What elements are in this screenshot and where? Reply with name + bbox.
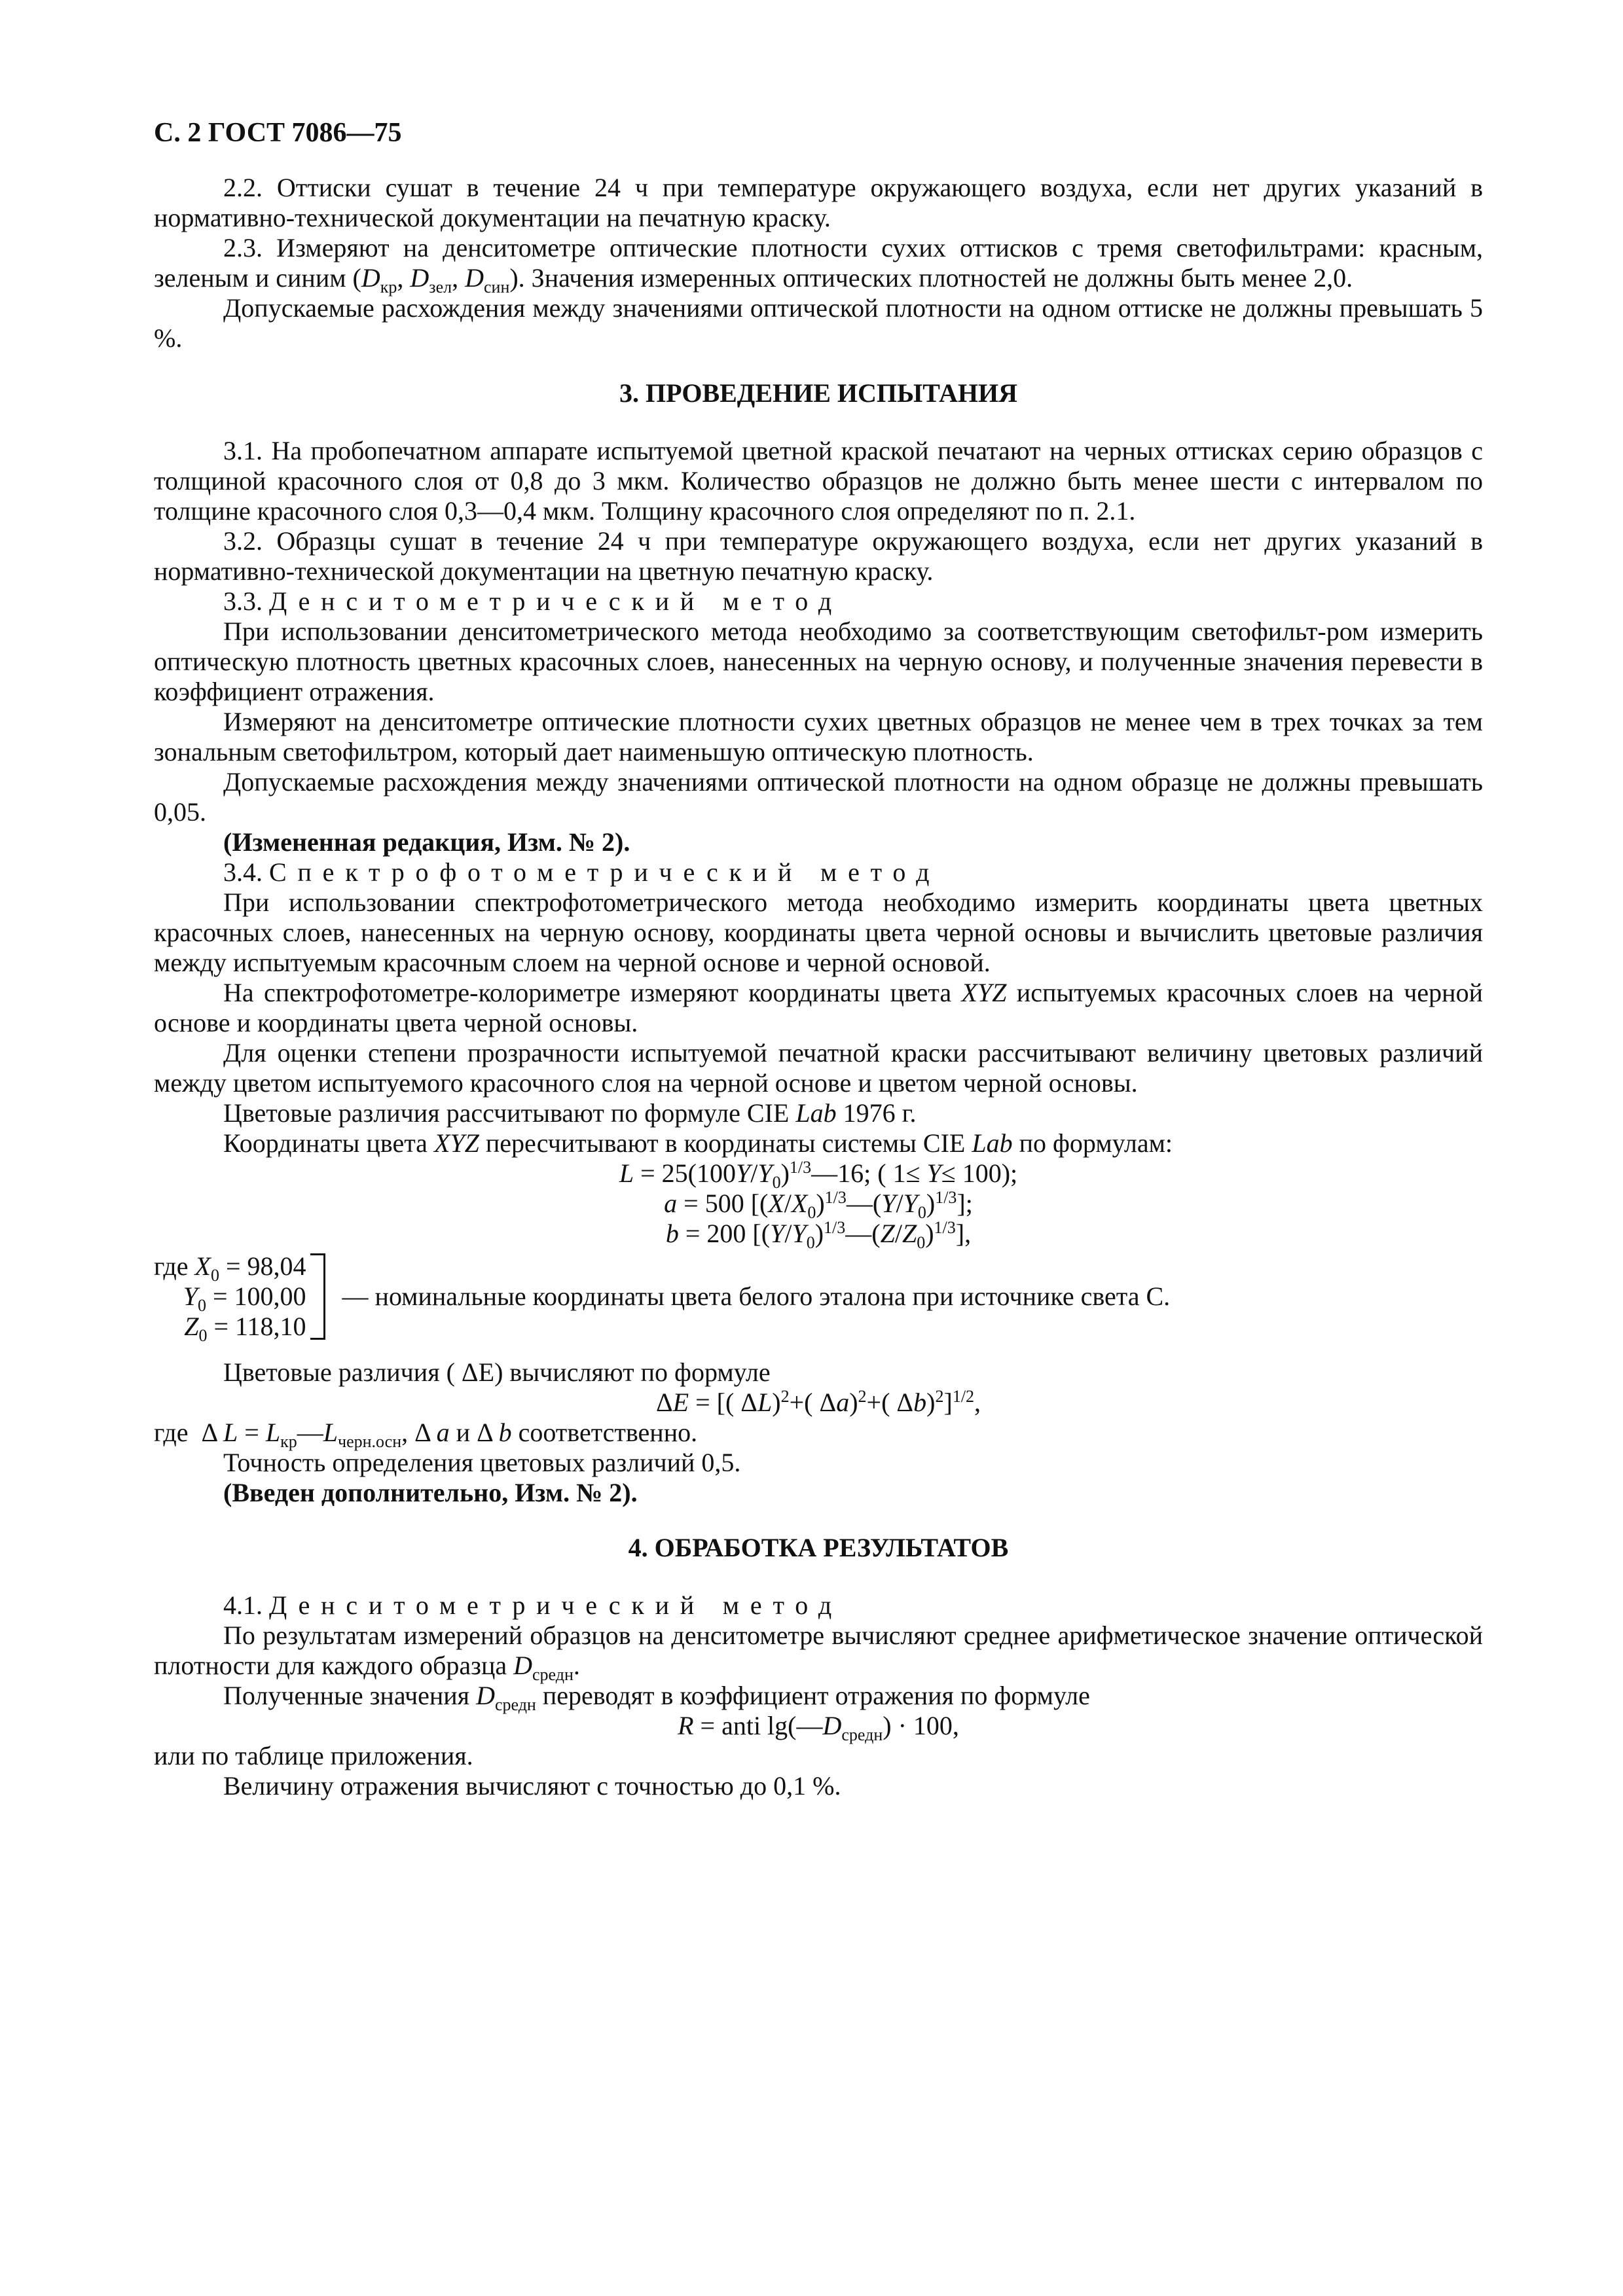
paragraph-3-4-c: Для оценки степени прозрачности испытуемой печатной краски рассчитывают величину цветовых различий между цветом испытуемого красочного слоя на черной основе и цветом черной основы. [154, 1038, 1483, 1098]
accuracy-note: Точность определения цветовых различий 0,5. [223, 1448, 741, 1477]
white-z0: $Z_0 = 118,10$ [184, 1312, 306, 1345]
formula-b: b = 200 $[(Y/Y_0)^{1/3}—(Z/Z_0)^{1/3}]$, [665, 1218, 972, 1252]
formula-R: R = anti $\lg(—D_{средн}) \cdot 100$, [678, 1711, 959, 1744]
amendment-note-2: (Введен дополнительно, Изм. № 2). [223, 1478, 638, 1507]
paragraph-3-4-d: Цветовые различия рассчитывают по формуле CIE Lab 1976 г. [223, 1098, 917, 1128]
brace [310, 1253, 325, 1340]
formula-delta-e: ΔE = [( ΔL)$^2$+( Δa)$^2$+( Δb)$^2$]$^{1/2}$, [655, 1387, 981, 1417]
white-x0: где $X_0 = 98,04$ [154, 1251, 306, 1285]
paragraph-3-3-a: При использовании денситометрического метода необходимо за соответствующим светофильт-ром измерить оптическую плотность цветных красочных слоев, нанесенных на черную основу, и полученные значения перевести в коэффициент отражения. [154, 617, 1483, 706]
section-4-title: 4. ОБРАБОТКА РЕЗУЛЬТАТОВ [628, 1533, 1009, 1562]
paragraph-2-3-tolerance: Допускаемые расхождения между значениями оптической плотности на одном оттиске не должны превышать 5 %. [154, 293, 1483, 353]
paragraph-4-1-heading: 4.1. Денситометрический метод [223, 1590, 843, 1620]
paragraph-2-3: 2.3. Измеряют на денситометре оптические плотности сухих оттисков с тремя светофильтрами: красным, зеленым и синим ($D_{кр}$, $D_{зел}$, $D_{син}$). Значения измеренных оптических плотностей не должны быть менее 2,0. [154, 233, 1483, 296]
paragraph-2-2: 2.2. Оттиски сушат в течение 24 ч при температуре окружающего воздуха, если нет других указаний в нормативно-технической документации на печатную краску. [154, 173, 1483, 232]
paragraph-3-1: 3.1. На пробопечатном аппарате испытуемой цветной краской печатают на черных оттисках серию образцов с толщиной красочного слоя от 0,8 до 3 мкм. Количество образцов не должно быть менее шести с интервалом по толщине красочного слоя 0,3—0,4 мкм. Толщину красочного слоя определяют по п. 2.1. [154, 436, 1483, 526]
paragraph-3-4-heading: 3.4. Спектрофотометрический метод [223, 857, 941, 887]
paragraph-3-4-a: При использовании спектрофотометрического метода необходимо измерить координаты цвета цветных красочных слоев, нанесенных на черную основу, координаты цвета черной основы и вычислить цветовые различия между испытуемым красочным слоем на черной основе и черной основой. [154, 888, 1483, 977]
white-y0: $Y_0 = 100,00$ [183, 1282, 306, 1315]
paragraph-4-1-b: Полученные значения $D_{средн}$ переводят в коэффициент отражения по формуле [223, 1681, 1090, 1714]
white-reference-description: — номинальные координаты цвета белого эталона при источнике света С. [342, 1282, 1171, 1311]
paragraph-3-4-b: На спектрофотометре-колориметре измеряют координаты цвета XYZ испытуемых красочных слоев на черной основе и координаты цвета черной основы. [154, 978, 1483, 1037]
delta-definitions: где Δ $L = L_{кр}—L_{черн.осн}$, Δ a и Δ b соответственно. [154, 1418, 698, 1451]
paragraph-3-2: 3.2. Образцы сушат в течение 24 ч при температуре окружающего воздуха, если нет других указаний в нормативно-технической документации на цветную печатную краску. [154, 526, 1483, 586]
paragraph-3-3-b: Измеряют на денситометре оптические плотности сухих цветных образцов не менее чем в трех точках за тем зональным светофильтром, который дает наименьшую оптическую плотность. [154, 707, 1483, 766]
amendment-note-1: (Измененная редакция, Изм. № 2). [223, 827, 630, 857]
white-reference-block [154, 1251, 1483, 1345]
formula-a: a = 500 $[(X/X_0)^{1/3}—(Y/Y_0)^{1/3}]$; [664, 1188, 973, 1222]
paragraph-3-3-c: Допускаемые расхождения между значениями оптической плотности на одном образце не должны превышать 0,05. [154, 767, 1483, 827]
page-header: С. 2 ГОСТ 7086—75 [154, 118, 402, 148]
paragraph-3-3-heading: 3.3. Денситометрический метод [223, 586, 843, 616]
paragraph-3-4-e: Координаты цвета XYZ пересчитывают в координаты системы CIE Lab по формулам: [223, 1128, 1173, 1158]
delta-e-intro: Цветовые различия ( ΔE) вычисляют по формуле [223, 1357, 771, 1387]
paragraph-4-1-c: или по таблице приложения. [154, 1741, 473, 1770]
paragraph-4-1-a: По результатам измерений образцов на денситометре вычисляют среднее арифметическое значение оптической плотности для каждого образца $D_{средн}$. [154, 1621, 1483, 1684]
paragraph-4-1-d: Величину отражения вычисляют с точностью до 0,1 %. [223, 1771, 841, 1801]
document-page [154, 118, 1483, 1801]
formula-L: $L = 25(100Y/Y_0)^{1/3}—16$; ( 1≤ Y≤ 100); [619, 1158, 1018, 1192]
section-3-title: 3. ПРОВЕДЕНИЕ ИСПЫТАНИЯ [619, 378, 1017, 408]
